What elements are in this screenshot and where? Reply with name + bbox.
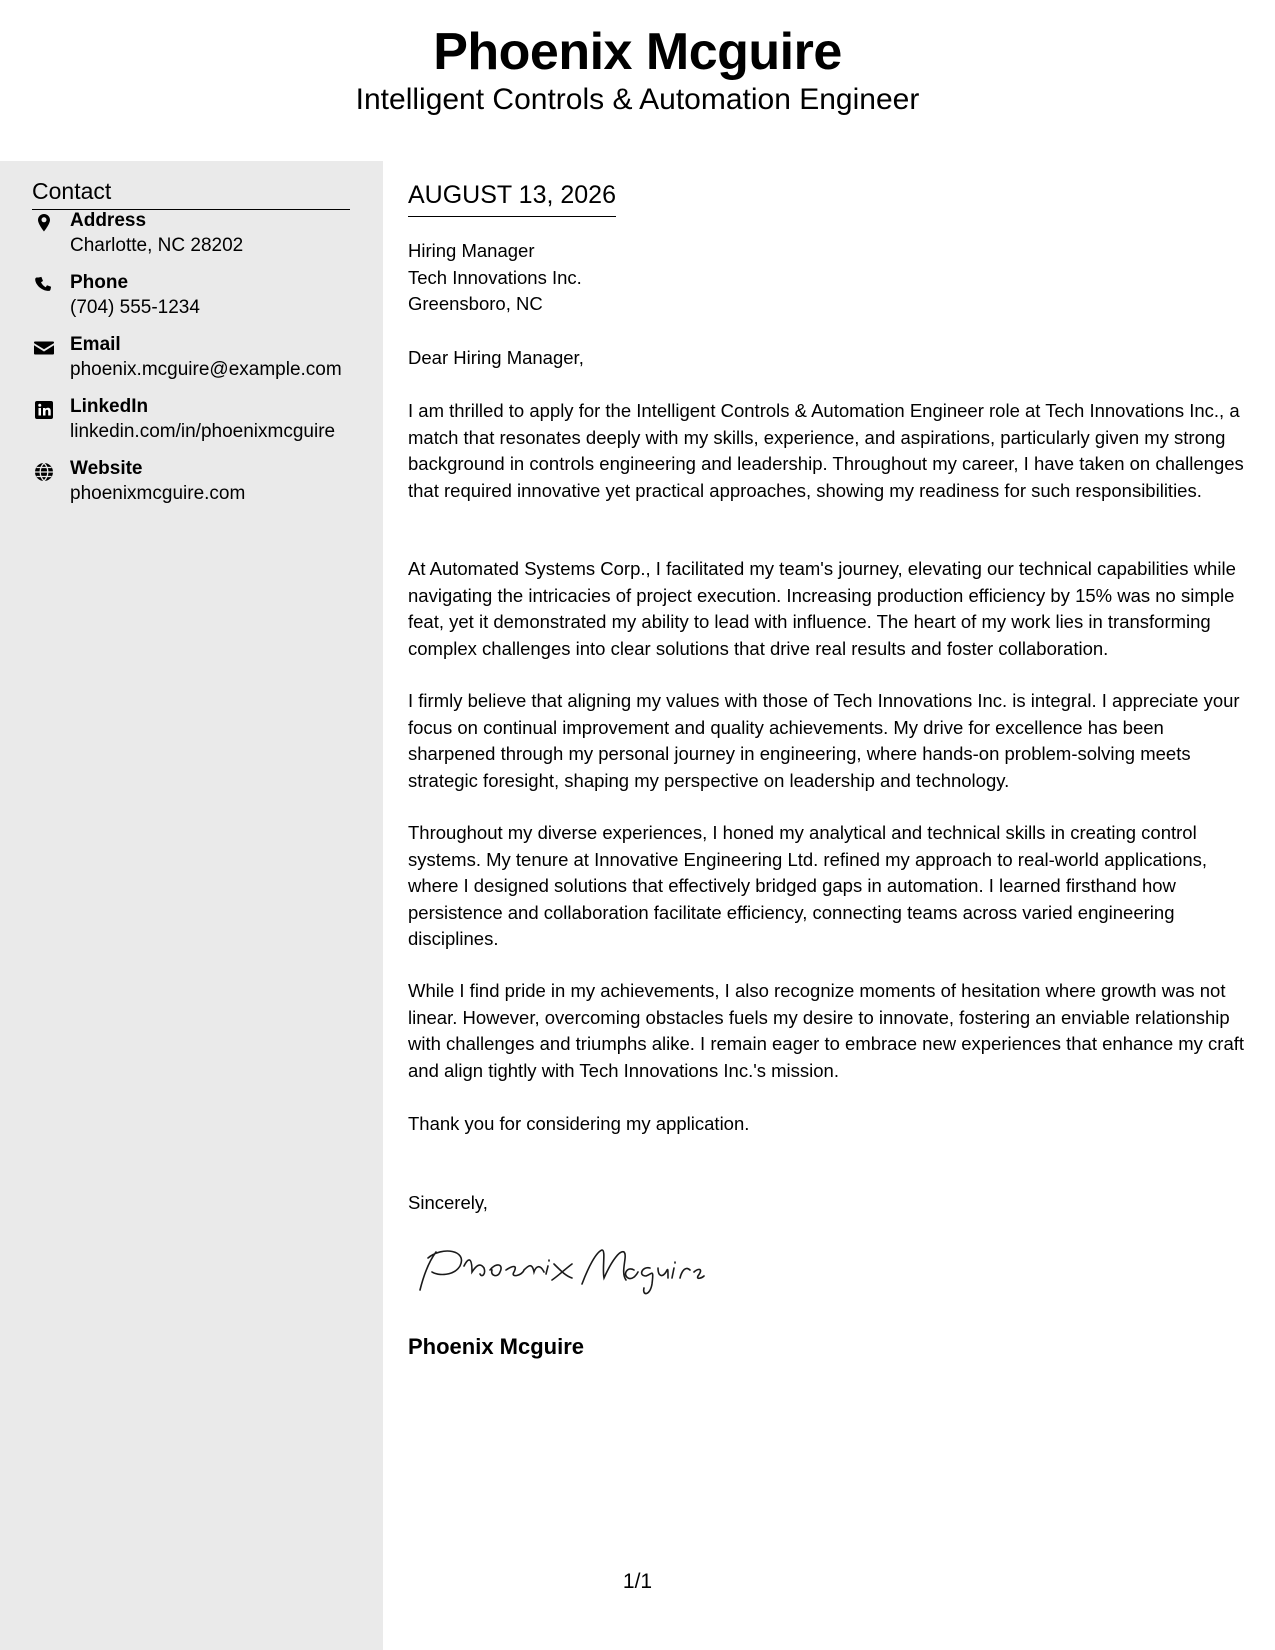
handwritten-signature <box>406 1238 706 1308</box>
contact-label: Website <box>70 458 143 479</box>
map-pin-icon <box>32 212 56 236</box>
letter-paragraph: I firmly believe that aligning my values with those of Tech Innovations Inc. is integral. I appreciate your focus on continual improvement and quality achievements. My drive for excellence has been sharpened through my personal journey in engineering, where hands-on problem-solving meets strategic foresight, shaping my perspective on leadership and technology. <box>408 690 1240 791</box>
letter-paragraph: While I find pride in my achievements, I also recognize moments of hesitation where growth was not linear. However, overcoming obstacles fuels my desire to innovate, fostering an enviable relationship with challenges and triumphs alike. I remain eager to embrace new experiences that enhance my craft and align tightly with Tech Innovations Inc.'s mission. <box>408 980 1245 1081</box>
applicant-name: Phoenix Mcguire <box>433 23 842 81</box>
contact-value: Charlotte, NC 28202 <box>70 235 244 256</box>
contact-label: Address <box>70 210 147 231</box>
envelope-icon <box>32 336 56 360</box>
contact-heading: Contact <box>32 175 350 210</box>
contact-value: phoenix.mcguire@example.com <box>70 359 342 380</box>
contact-value: phoenixmcguire.com <box>70 483 246 504</box>
letter-paragraph: At Automated Systems Corp., I facilitated my team's journey, elevating our technical capabilities while navigating the intricacies of project execution. Increasing production efficiency by 15% was no simple feat, yet it demonstrated my ability to lead with influence. The heart of my work lies in transforming complex challenges into clear solutions that drive real results and foster collaboration. <box>408 558 1236 659</box>
recipient-line: Tech Innovations Inc. <box>408 266 582 288</box>
salutation: Dear Hiring Manager, <box>408 347 584 368</box>
globe-icon <box>32 460 56 484</box>
recipient-block <box>408 238 582 318</box>
contact-value: (704) 555-1234 <box>70 297 200 318</box>
recipient-line: Greensboro, NC <box>408 293 543 314</box>
closing-line: Sincerely, <box>408 1192 488 1213</box>
signed-name: Phoenix Mcguire <box>408 1334 585 1359</box>
letter-paragraph: Throughout my diverse experiences, I honed my analytical and technical skills in creating control systems. My tenure at Innovative Engineering Ltd. refined my approach to real-world applications, where I designed solutions that effectively bridged gaps in automation. I learned firsthand how persistence and collaboration facilitate efficiency, connecting teams across varied engineering disciplines. <box>408 822 1207 949</box>
thanks-line: Thank you for considering my application. <box>408 1113 750 1134</box>
contact-phone <box>32 270 362 326</box>
recipient-line: Hiring Manager <box>408 240 535 261</box>
letter-date: AUGUST 13, 2026 <box>408 178 616 217</box>
contact-website <box>32 456 362 512</box>
page-number: 1/1 <box>622 1570 653 1593</box>
linkedin-icon <box>32 398 56 422</box>
contact-label: Phone <box>70 272 129 293</box>
letter-paragraph: I am thrilled to apply for the Intelligent Controls & Automation Engineer role at Tech Innovations Inc., a match that resonates deeply with my skills, experience, and aspirations, particularly given my strong background in controls engineering and leadership. Throughout my career, I have taken on challenges that required innovative yet practical approaches, showing my readiness for such responsibilities. <box>408 400 1244 501</box>
phone-icon <box>32 274 56 298</box>
letter-header <box>0 0 1275 160</box>
contact-email <box>32 332 362 388</box>
contact-value: linkedin.com/in/phoenixmcguire <box>70 421 336 442</box>
contact-linkedin <box>32 394 362 450</box>
applicant-role: Intelligent Controls & Automation Engineer <box>355 83 920 116</box>
contact-label: Email <box>70 334 121 355</box>
contact-address <box>32 208 362 264</box>
contact-label: LinkedIn <box>70 396 149 417</box>
